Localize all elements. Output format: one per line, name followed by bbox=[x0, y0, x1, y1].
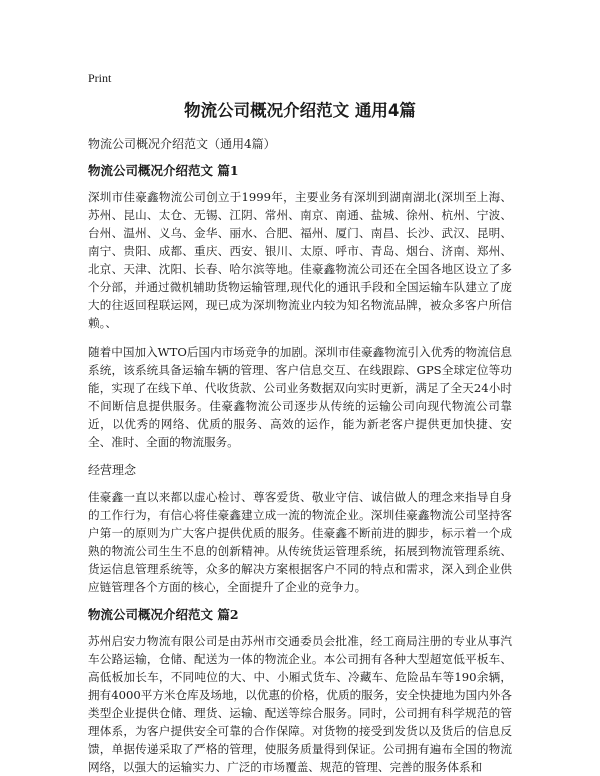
document-title: 物流公司概况介绍范文 通用4篇 bbox=[184, 101, 416, 120]
print-label: Print bbox=[88, 71, 112, 85]
document-subtitle: 物流公司概况介绍范文（通用4篇） bbox=[88, 137, 276, 151]
section-1-paragraph-2: 随着中国加入WTO后国内市场竞争的加剧。深圳市佳豪鑫物流引入优秀的物流信息系统，该系统具备运输车辆的管理、客户信息交互、在线跟踪、GPS全球定位等功能，实现了在线下单、代收货款、公司业务数据双向实时更新，满足了全天24小时不间断信息提供服务。佳豪鑫物流公司逐步从传统的运输公司向现代物流公司靠近，以优秀的网络、优质的服务、高效的运作，能为新老客户提供更加快捷、安全、准时、全面的物流服务。 bbox=[88, 345, 512, 449]
section-1-heading: 物流公司概况介绍范文 篇1 bbox=[88, 163, 239, 178]
section-2-heading: 物流公司概况介绍范文 篇2 bbox=[88, 607, 239, 622]
section-1-paragraph-1: 深圳市佳豪鑫物流公司创立于1999年，主要业务有深圳到湖南湖北(深圳至上海、苏州、昆山、太仓、无锡、江阴、常州、南京、南通、盐城、徐州、杭州、宁波、台州、温州、义乌、金华、丽水、合肥、福州、厦门、南昌、长沙、武汉、昆明、南宁、贵阳、成都、重庆、西安、银川、太原、呼市、青岛、烟台、济南、郑州、北京、天津、沈阳、长春、哈尔滨等地。佳豪鑫物流公司还在全国各地区设立了多个分部，并通过微机辅助货物运输管理,现代化的通讯手段和全国运输车队建立了庞大的往返回程联运网，现已成为深圳物流业内较为知名物流品牌，被众多客户所信赖。、 bbox=[88, 190, 512, 330]
business-philosophy-heading: 经营理念 bbox=[88, 463, 137, 477]
section-2-paragraph-1: 苏州启安力物流有限公司是由苏州市交通委员会批准，经工商局注册的专业从事汽车公路运输，仓储、配送为一体的物流企业。本公司拥有各种大型超宽低平板车、高低板加长车，不同吨位的大、中、小厢式货车、冷藏车、危险品车等190余辆，拥有4000平方米仓库及场地，以优惠的价格，优质的服务，安全快捷地为国内外各类型企业提供仓储、理货、运输、配送等综合服务。同时，公司拥有科学规范的管理体系，为客户提供安全可靠的合作保障。对货物的接受到发货以及货后的信息反馈，单据传递采取了严格的管理，使服务质量得到保证。公司拥有遍布全国的物流网络，以强大的运输实力、广泛的市场覆盖、规范的管理、完善的服务体系和 bbox=[88, 634, 512, 774]
section-1-paragraph-3: 佳豪鑫一直以来都以虚心检讨、尊客爱货、敬业守信、诚信做人的理念来指导自身的工作行为，有信心将佳豪鑫建立成一流的物流企业。深圳佳豪鑫物流公司坚持客户第一的原则为广大客户提供优质的服务。佳豪鑫不断前进的脚步，标示着一个成熟的物流公司生生不息的创新精神。从传统货运管理系统，拓展到物流管理系统、货运信息管理系统等，众多的解决方案根据客户不同的特点和需求，深入到企业供应链管理各个方面的核心，全面提升了企业的竞争力。 bbox=[88, 490, 512, 594]
